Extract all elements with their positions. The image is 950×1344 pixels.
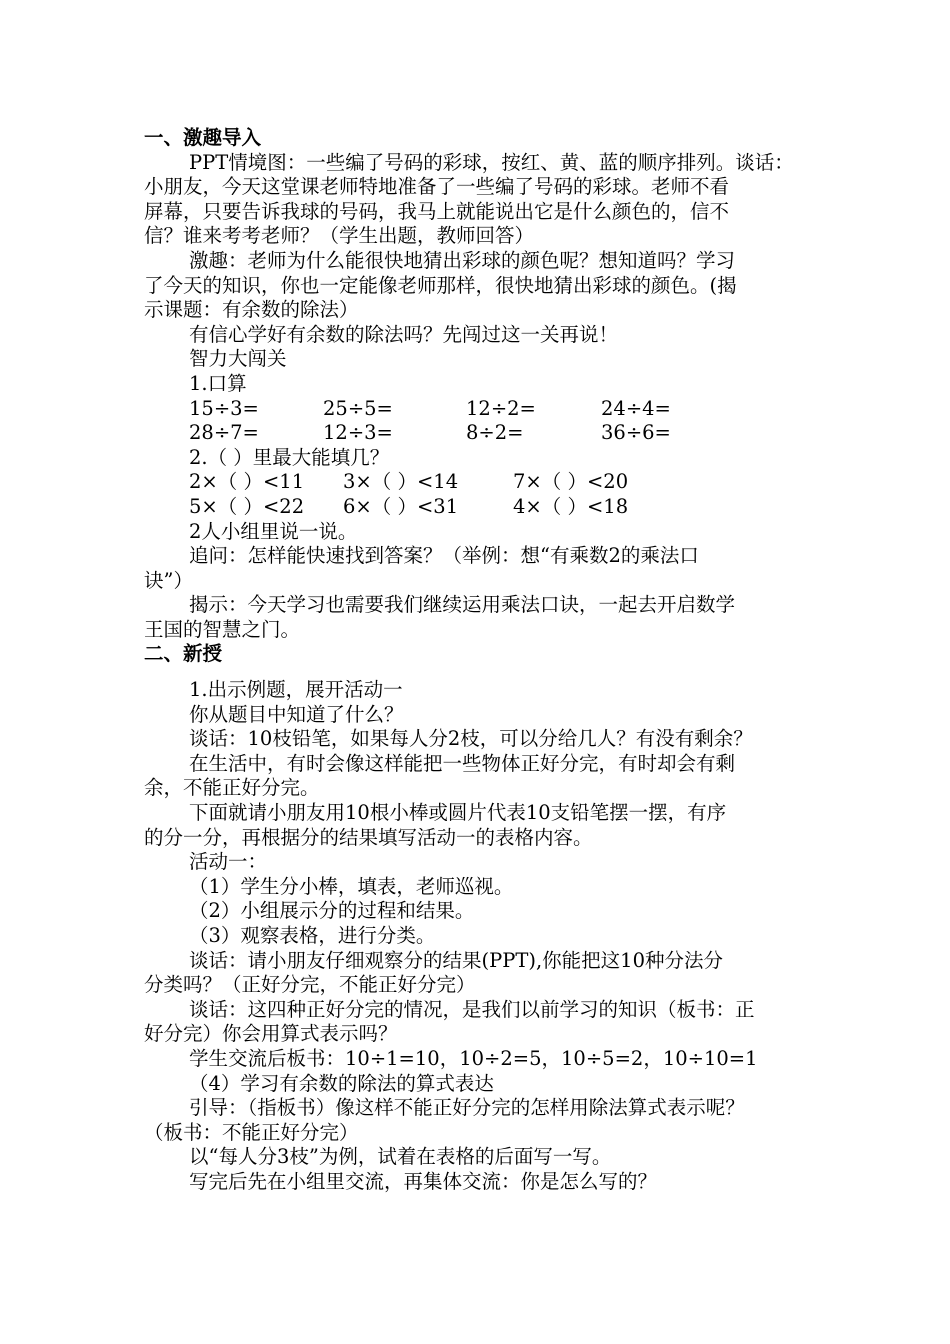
fill-blank-item: 2×（ ）<11 — [189, 470, 305, 494]
paragraph-line: 谈话：这四种正好分完的情况，是我们以前学习的知识（板书：正 — [189, 997, 755, 1021]
paragraph-line: （板书：不能正好分完） — [144, 1120, 359, 1144]
oral-calc-item: 12÷3= — [323, 421, 393, 445]
paragraph-line: 1.口算 — [189, 371, 247, 395]
fill-blank-row — [144, 470, 824, 495]
paragraph-line: 示课题：有余数的除法） — [144, 298, 359, 322]
paragraph-line: 诀”） — [144, 568, 193, 592]
fill-blank-item: 5×（ ）<22 — [189, 494, 305, 518]
paragraph-line: 分类吗？（正好分完，不能正好分完） — [144, 973, 476, 997]
fill-blank-item: 3×（ ）<14 — [343, 470, 459, 494]
document-body — [144, 126, 824, 1195]
paragraph-line: （3）观察表格，进行分类。 — [189, 924, 436, 947]
paragraph-line: 揭示：今天学习也需要我们继续运用乘法口诀，一起去开启数学 — [189, 593, 736, 617]
paragraph-line: 的分一分，再根据分的结果填写活动一的表格内容。 — [144, 825, 593, 849]
oral-calc-item: 24÷4= — [601, 396, 671, 420]
paragraph-line: 2人小组里说一说。 — [189, 519, 358, 543]
section-heading-new-lesson: 二、新授 — [144, 642, 223, 666]
oral-calc-item: 28÷7= — [189, 421, 259, 445]
paragraph-line: 有信心学好有余数的除法吗？先闯过这一关再说！ — [189, 322, 619, 346]
oral-calc-item: 36÷6= — [601, 421, 671, 445]
fill-blank-row — [144, 495, 824, 520]
oral-calc-item: 8÷2= — [466, 421, 524, 445]
paragraph-line: 谈话：10枝铅笔，如果每人分2枝，可以分给几人？有没有剩余？ — [189, 727, 753, 751]
oral-calc-item: 15÷3= — [189, 396, 259, 420]
paragraph-line: 智力大闯关 — [189, 347, 287, 371]
fill-blank-title: 2.（ ）里最大能填几？ — [189, 445, 390, 469]
paragraph-line: 谈话：请小朋友仔细观察分的结果(PPT),你能把这10种分法分 — [189, 948, 723, 972]
paragraph-line: 学生交流后板书：10÷1=10，10÷2=5，10÷5=2，10÷10=1 — [189, 1046, 758, 1070]
paragraph-line: 以“每人分3枝”为例，试着在表格的后面写一写。 — [189, 1145, 612, 1169]
paragraph-line: 信？谁来考考老师？（学生出题，教师回答） — [144, 224, 535, 248]
oral-calc-row — [144, 397, 824, 422]
paragraph-line: 在生活中，有时会像这样能把一些物体正好分完，有时却会有剩 — [189, 751, 736, 775]
oral-calc-item: 25÷5= — [323, 396, 393, 420]
paragraph-line: （4）学习有余数的除法的算式表达 — [189, 1071, 494, 1095]
paragraph-line: 好分完）你会用算式表示吗？ — [144, 1022, 398, 1046]
paragraph-line: 王国的智慧之门。 — [144, 617, 301, 641]
paragraph-line: 活动一： — [189, 850, 268, 874]
paragraph-line: 余，不能正好分完。 — [144, 776, 320, 800]
paragraph-line: 你从题目中知道了什么？ — [189, 702, 404, 726]
paragraph-line: PPT情境图：一些编了号码的彩球，按红、黄、蓝的顺序排列。谈话： — [189, 150, 794, 174]
paragraph-line: 激趣：老师为什么能很快地猜出彩球的颜色呢？想知道吗？学习 — [189, 248, 736, 272]
paragraph-line: 了今天的知识，你也一定能像老师那样，很快地猜出彩球的颜色。(揭 — [144, 273, 737, 297]
paragraph-line: 1.出示例题，展开活动一 — [189, 678, 403, 702]
oral-calc-row — [144, 421, 824, 446]
paragraph-line: 写完后先在小组里交流，再集体交流：你是怎么写的？ — [189, 1169, 658, 1193]
fill-blank-item: 6×（ ）<31 — [343, 494, 459, 518]
paragraph-line: 下面就请小朋友用10根小棒或圆片代表10支铅笔摆一摆，有序 — [189, 801, 727, 825]
paragraph-line: 追问：怎样能快速找到答案？（举例：想“有乘数2的乘法口 — [189, 544, 699, 568]
section-heading-intro: 一、激趣导入 — [144, 126, 262, 149]
paragraph-line: （2）小组展示分的过程和结果。 — [189, 899, 475, 923]
fill-blank-item: 4×（ ）<18 — [513, 494, 629, 518]
spacer — [144, 667, 824, 678]
oral-calc-item: 12÷2= — [466, 396, 536, 420]
paragraph-line: 小朋友，今天这堂课老师特地准备了一些编了号码的彩球。老师不看 — [144, 175, 730, 199]
paragraph-line: 引导：（指板书）像这样不能正好分完的怎样用除法算式表示呢？ — [189, 1096, 745, 1120]
paragraph-line: 屏幕，只要告诉我球的号码，我马上就能说出它是什么颜色的，信不 — [144, 199, 730, 223]
paragraph-line: （1）学生分小棒，填表，老师巡视。 — [189, 874, 514, 898]
fill-blank-item: 7×（ ）<20 — [513, 470, 629, 494]
